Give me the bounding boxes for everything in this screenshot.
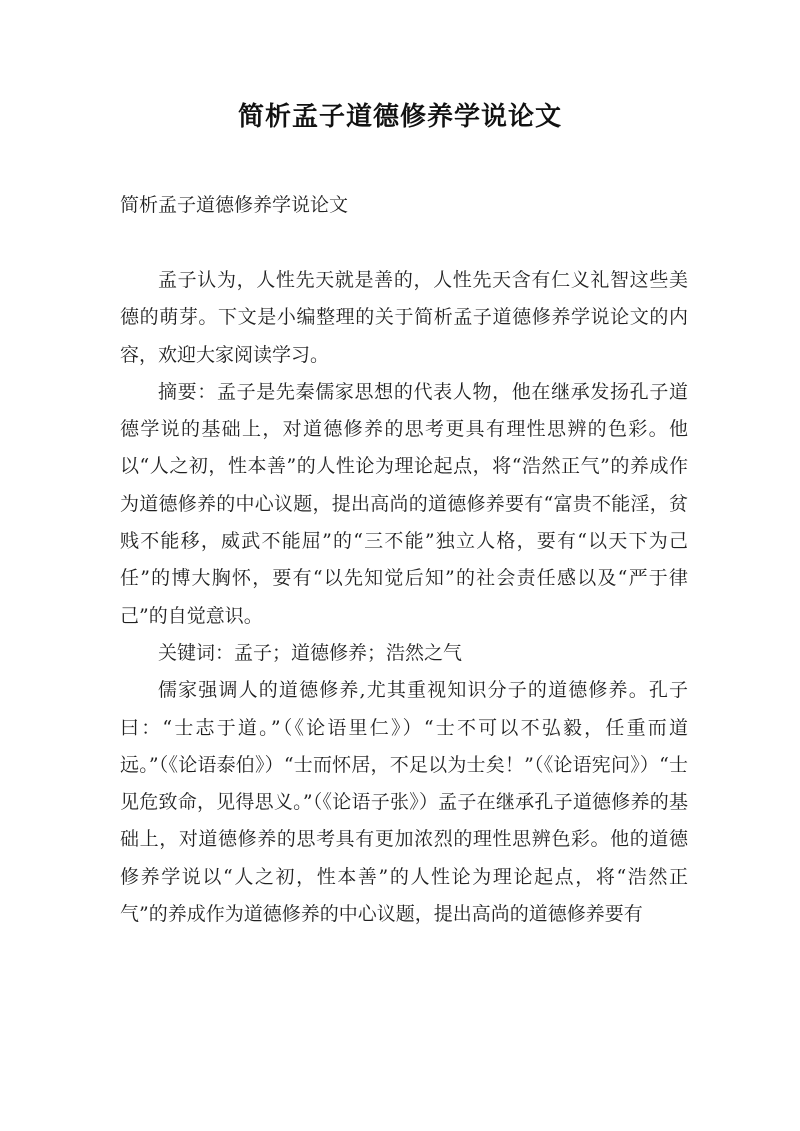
document-subtitle: 简析孟子道德修养学说论文 (120, 194, 349, 216)
abstract-paragraph: 摘要：孟子是先秦儒家思想的代表人物，他在继承发扬孔子道德学说的基础上，对道德修养的思考更具有理性思辨的色彩。他以“人之初，性本善”的人性论为理论起点，将“浩然正气”的养成作为道德修养的中心议题，提出高尚的道德修养要有“富贵不能淫，贫贱不能移，威武不能屈”的“三不能”独立人格，要有“以天下为己任”的博大胸怀，要有“以先知觉后知”的社会责任感以及“严于律己”的自觉意识。 (120, 380, 688, 627)
keywords-paragraph: 关键词：孟子；道德修养；浩然之气 (158, 641, 463, 664)
body-paragraph: 儒家强调人的道德修养,尤其重视知识分子的道德修养。孔子曰：“士志于道。”（《论语里仁》）“士不可以不弘毅，任重而道远。”（《论语泰伯》）“士而怀居，不足以为士矣！”（《论语宪问》）“士见危致命，见得思义。”（《论语子张》）孟子在继承孔子道德修养的基础上，对道德修养的思考具有更加浓烈的理性思辨色彩。他的道德修养学说以“人之初，性本善”的人性论为理论起点，将“浩然正气”的养成作为道德修养的中心议题，提出高尚的道德修养要有 (120, 679, 688, 926)
document-body (120, 262, 688, 933)
intro-paragraph: 孟子认为，人性先天就是善的，人性先天含有仁义礼智这些美德的萌芽。下文是小编整理的关于简析孟子道德修养学说论文的内容，欢迎大家阅读学习。 (120, 269, 688, 366)
document-title: 简析孟子道德修养学说论文 (237, 102, 562, 132)
